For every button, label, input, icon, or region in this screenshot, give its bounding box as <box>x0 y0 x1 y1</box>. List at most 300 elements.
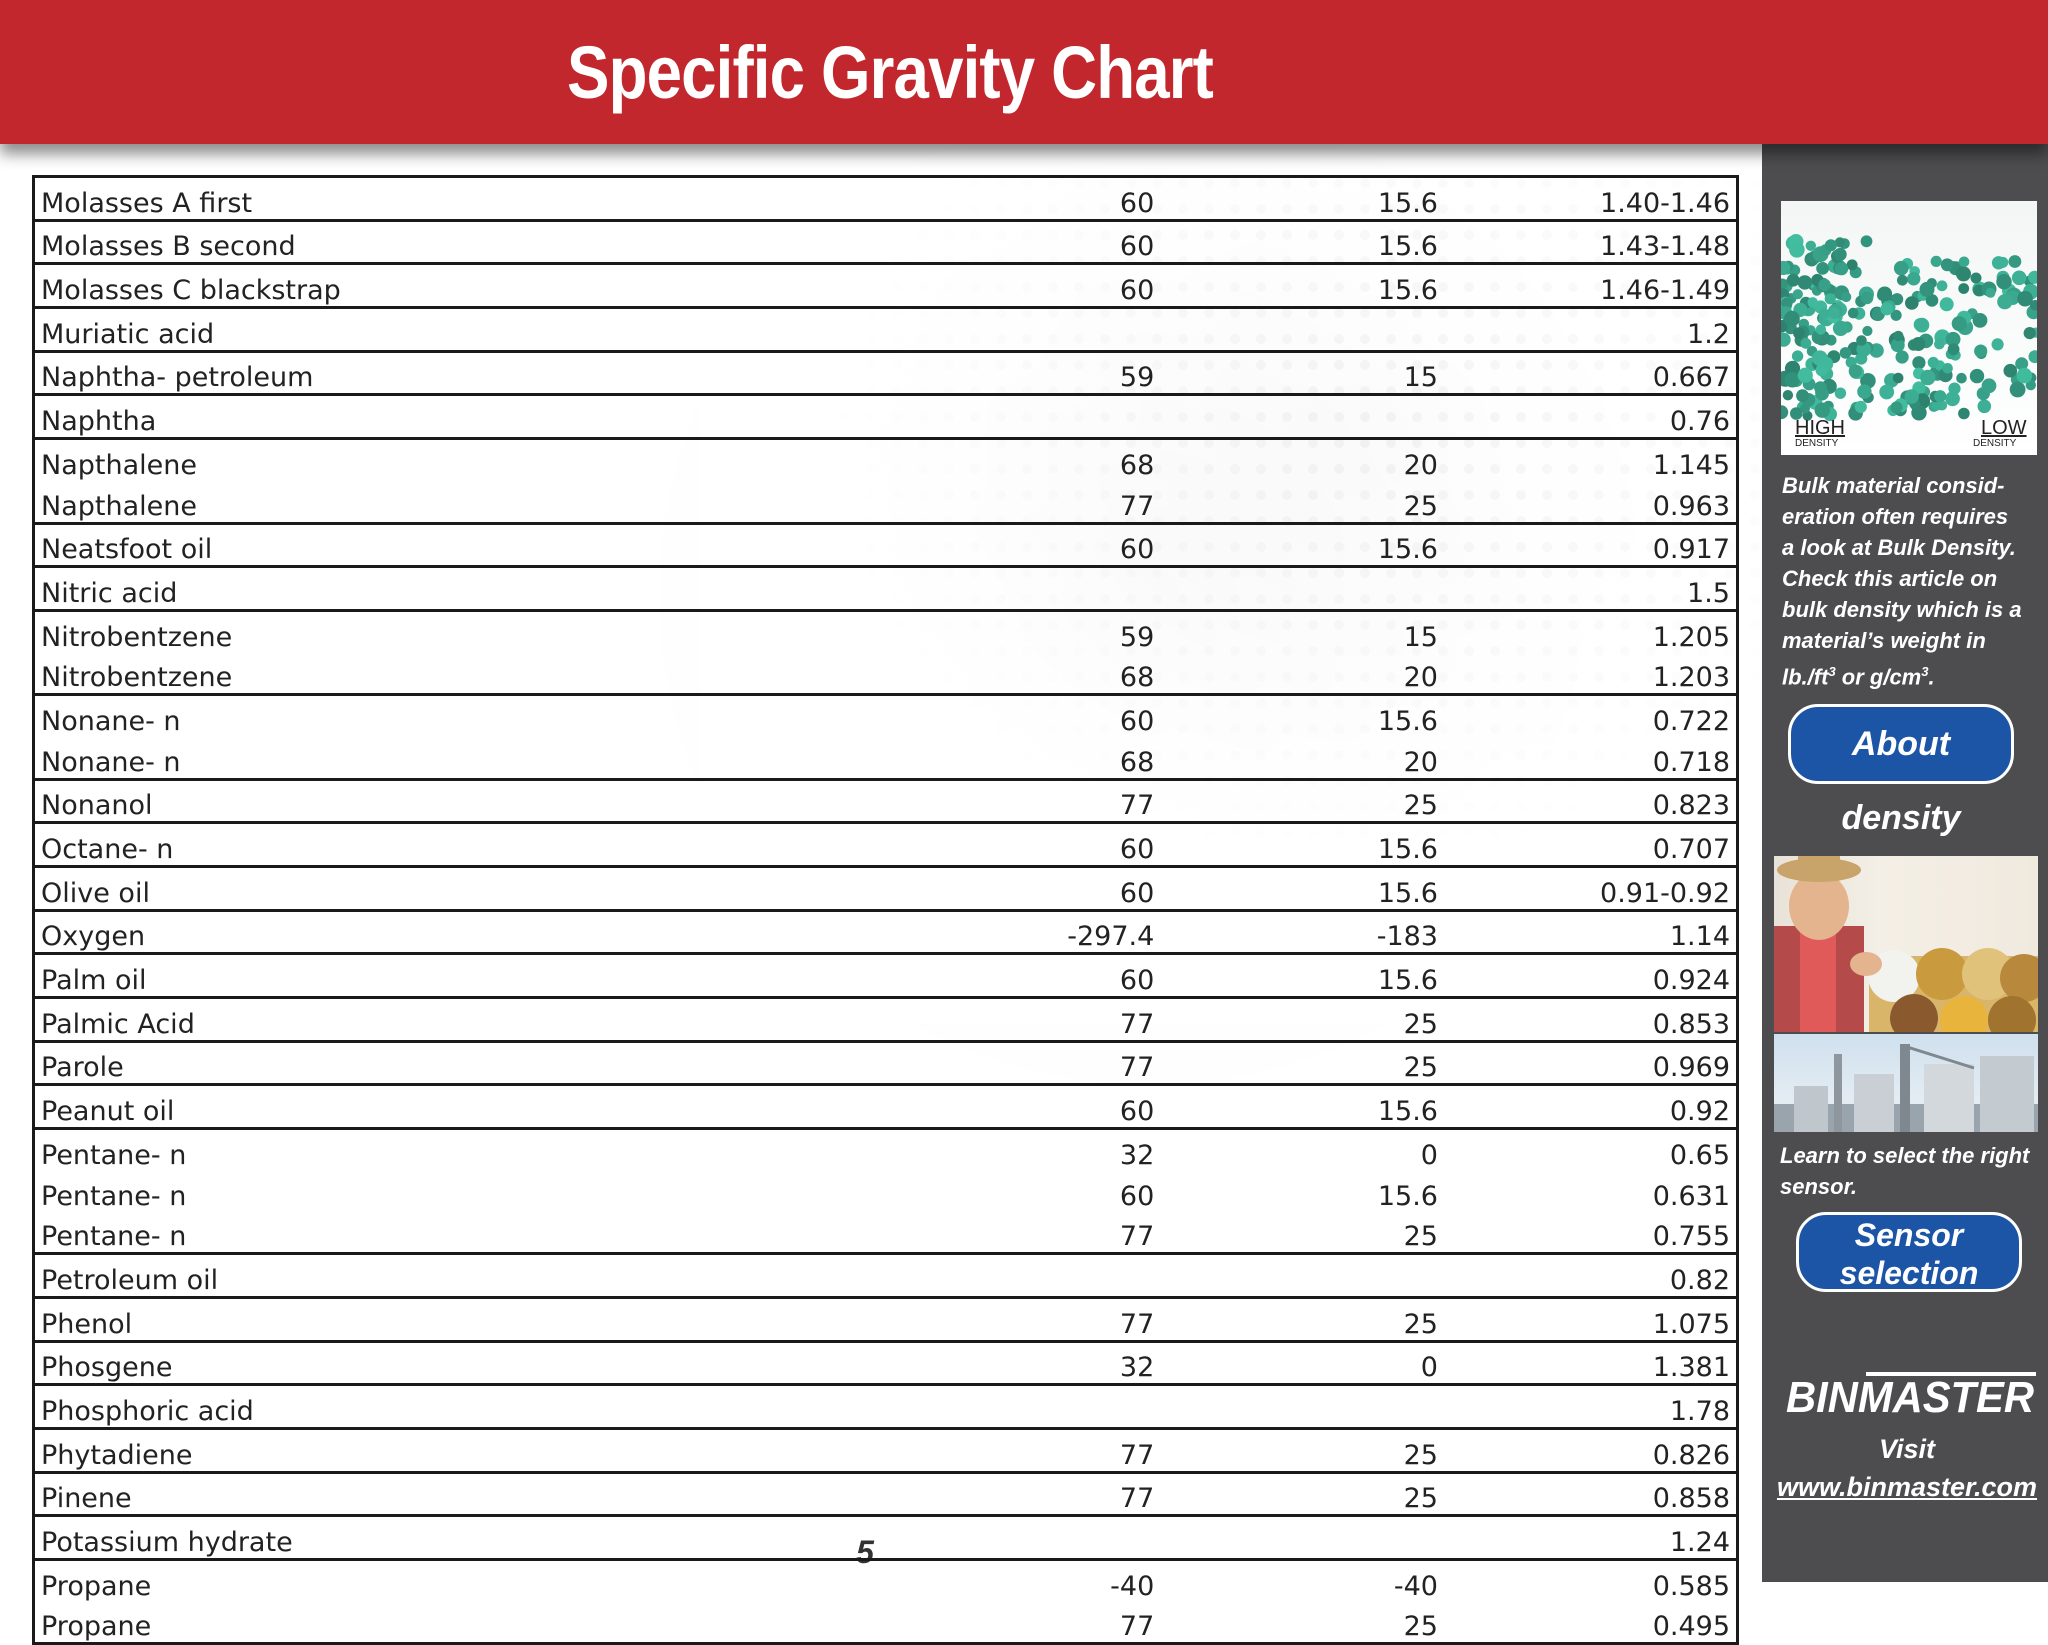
unit-text: lb./ft <box>1782 664 1829 690</box>
specific-gravity-cell: 0.76 <box>1446 395 1738 439</box>
substance-cell: Olive oil <box>34 867 955 911</box>
density-bead <box>1834 248 1847 261</box>
fahrenheit-cell: 60 <box>954 695 1162 737</box>
density-bead <box>1816 324 1826 334</box>
density-bead <box>2004 364 2018 378</box>
density-bead <box>1937 280 1948 291</box>
fahrenheit-cell: 77 <box>954 1297 1162 1341</box>
substance-cell: Propane <box>41 1611 152 1643</box>
celsius-cell: -183 <box>1162 910 1446 954</box>
specific-gravity-cell: 1.2 <box>1446 308 1738 352</box>
specific-gravity-cell: 0.631 <box>1652 1180 1730 1212</box>
table-row <box>34 220 1738 264</box>
table-row <box>34 1472 1738 1516</box>
table-row <box>34 523 1738 567</box>
celsius-cell: 15.6 <box>1377 187 1438 219</box>
unit-text: . <box>1928 664 1935 690</box>
specific-gravity-cell: 0.823 <box>1446 779 1738 823</box>
specific-gravity-cell: 0.858 <box>1446 1472 1738 1516</box>
fahrenheit-cell: 32 <box>954 1341 1162 1385</box>
unit-text: or g/cm <box>1835 664 1922 690</box>
density-bead <box>1915 318 1930 333</box>
density-bead <box>1856 335 1867 346</box>
density-bead <box>1785 372 1800 387</box>
table-row <box>34 481 1738 523</box>
substance-cell: Peanut oil <box>34 1085 955 1129</box>
density-bead <box>2017 368 2033 384</box>
specific-gravity-cell: 0.667 <box>1446 351 1738 395</box>
celsius-cell <box>1162 1516 1446 1560</box>
fahrenheit-cell: 68 <box>954 439 1162 481</box>
density-bead <box>2012 271 2027 286</box>
specific-gravity-table <box>32 175 1739 1645</box>
celsius-cell: 15.6 <box>1162 523 1446 567</box>
specific-gravity-cell: 0.722 <box>1446 695 1738 737</box>
celsius-cell: 20 <box>1403 746 1438 778</box>
substance-cell: Muriatic acid <box>34 308 955 352</box>
table-row <box>34 1602 1738 1644</box>
density-bead <box>1816 262 1829 275</box>
specific-gravity-cell: 1.075 <box>1446 1297 1738 1341</box>
celsius-cell: 0 <box>1162 1341 1446 1385</box>
specific-gravity-cell: 0.585 <box>1446 1560 1738 1602</box>
low-density-label: LOW <box>1981 417 2027 439</box>
density-bead <box>1796 389 1809 402</box>
density-bead <box>1982 378 1997 393</box>
substance-cell: Palm oil <box>34 954 955 998</box>
density-bead <box>1905 389 1919 403</box>
celsius-cell: 15 <box>1162 351 1446 395</box>
substance-cell: Pentane- n <box>41 1221 187 1253</box>
density-bead <box>1896 350 1909 363</box>
density-bead <box>1789 242 1805 258</box>
promo-line: Check this article on <box>1782 566 1998 591</box>
specific-gravity-cell: 1.14 <box>1446 910 1738 954</box>
celsius-cell: 15.6 <box>1162 264 1446 308</box>
density-bead <box>1986 288 1996 298</box>
density-bead <box>1815 403 1830 418</box>
substance-cell: Nonanol <box>34 779 955 823</box>
fahrenheit-cell: 60 <box>954 954 1162 998</box>
farmer-grain-photo <box>1774 856 2038 1032</box>
density-bead <box>1781 333 1791 347</box>
promo-line: Learn to select the right <box>1780 1143 2030 1168</box>
table-row <box>34 653 1738 695</box>
fahrenheit-cell: 59 <box>954 610 1162 652</box>
visit-label: Visit <box>1878 1434 1936 1464</box>
celsius-cell: 25 <box>1162 779 1446 823</box>
density-bead <box>1992 338 2004 350</box>
table-row <box>34 695 1738 737</box>
density-beads-graphic <box>1781 201 2037 455</box>
table-row <box>34 910 1738 954</box>
fahrenheit-cell <box>954 567 1162 611</box>
specific-gravity-cell: 0.92 <box>1446 1085 1738 1129</box>
density-bead <box>1787 274 1800 287</box>
specific-gravity-cell: 0.826 <box>1446 1428 1738 1472</box>
density-bead <box>1920 370 1935 385</box>
substance-cell: Molasses B second <box>34 220 955 264</box>
density-bead <box>1793 289 1803 299</box>
density-bead <box>1798 368 1813 383</box>
substance-cell: Naphtha- petroleum <box>34 351 955 395</box>
density-bead <box>2024 327 2036 339</box>
celsius-cell: 15.6 <box>1162 695 1446 737</box>
fahrenheit-cell: 60 <box>1119 1180 1155 1212</box>
density-bead <box>1934 390 1946 402</box>
specific-gravity-cell: 0.91-0.92 <box>1446 867 1738 911</box>
visit-website <box>1766 1430 2048 1506</box>
superscript: 3 <box>1828 664 1836 679</box>
density-bead <box>1948 343 1960 355</box>
density-bead <box>1907 272 1920 285</box>
density-bead <box>1959 257 1970 268</box>
table-row <box>34 177 1738 221</box>
density-bead <box>1941 258 1954 271</box>
about-density-button[interactable]: About density <box>1788 704 2014 784</box>
substance-cell: Oxygen <box>34 910 955 954</box>
specific-gravity-cell: 1.381 <box>1446 1341 1738 1385</box>
table-row <box>34 610 1738 652</box>
substance-cell: Parole <box>34 1041 955 1085</box>
table-row <box>34 1516 1738 1560</box>
celsius-cell <box>1162 1385 1446 1429</box>
density-bead <box>1890 401 1902 413</box>
density-bead <box>1881 303 1894 316</box>
sensor-selection-button[interactable] <box>1796 1212 2022 1292</box>
density-bead <box>1942 363 1953 374</box>
density-bead <box>1835 388 1846 399</box>
density-bead <box>1798 275 1812 289</box>
density-bead <box>1847 259 1858 270</box>
fahrenheit-cell: 60 <box>954 220 1162 264</box>
density-bead <box>1912 356 1925 369</box>
substance-cell: Molasses C blackstrap <box>34 264 955 308</box>
celsius-cell: 20 <box>1162 439 1446 481</box>
table-row <box>34 779 1738 823</box>
fahrenheit-cell: 60 <box>954 523 1162 567</box>
density-bead <box>1934 339 1945 350</box>
density-bead <box>1819 309 1829 319</box>
celsius-cell: 25 <box>1162 998 1446 1042</box>
fahrenheit-cell: -40 <box>954 1560 1162 1602</box>
density-bead <box>1956 266 1971 281</box>
fahrenheit-cell: 77 <box>1119 1221 1155 1253</box>
fahrenheit-cell: 77 <box>954 998 1162 1042</box>
specific-gravity-cell: 0.707 <box>1446 823 1738 867</box>
density-bead <box>1958 283 1969 294</box>
celsius-cell: 15.6 <box>1162 1085 1446 1129</box>
grain-bins-graphic <box>1774 1034 2038 1132</box>
celsius-cell: 25 <box>1162 1297 1446 1341</box>
substance-cell: Octane- n <box>34 823 955 867</box>
table-row <box>34 1385 1738 1429</box>
density-bead <box>1971 273 1982 284</box>
specific-gravity-cell: 1.203 <box>1652 662 1730 694</box>
high-density-label: HIGH <box>1795 417 1845 439</box>
substance-cell: Molasses A first <box>41 187 253 219</box>
celsius-cell: 15.6 <box>1162 220 1446 264</box>
fahrenheit-cell: 60 <box>954 264 1162 308</box>
fahrenheit-cell: 60 <box>954 867 1162 911</box>
specific-gravity-cell: 0.65 <box>1446 1129 1738 1171</box>
substance-cell: Nitrobentzene <box>34 610 955 652</box>
fahrenheit-cell: -297.4 <box>954 910 1162 954</box>
fahrenheit-cell: 77 <box>1119 490 1155 522</box>
density-bead <box>1862 326 1872 336</box>
fahrenheit-cell: 32 <box>954 1129 1162 1171</box>
density-bead <box>1958 408 1970 420</box>
density-bead <box>1897 275 1908 286</box>
promo-line: bulk density which is a <box>1782 597 2022 622</box>
density-bead <box>2010 382 2026 398</box>
density-bead <box>1814 381 1827 394</box>
promo-line: eration often requires <box>1782 504 2009 529</box>
celsius-cell: 25 <box>1403 490 1438 522</box>
fahrenheit-cell: 59 <box>954 351 1162 395</box>
density-bead <box>2009 255 2022 268</box>
celsius-cell: 15.6 <box>1162 867 1446 911</box>
specific-gravity-cell: 0.969 <box>1446 1041 1738 1085</box>
density-bead <box>1848 308 1859 319</box>
substance-cell: Naphtha <box>34 395 955 439</box>
table-row <box>34 439 1738 481</box>
celsius-cell: 15 <box>1162 610 1446 652</box>
density-bead <box>1893 373 1904 384</box>
density-bead <box>1793 327 1805 339</box>
density-bead <box>1974 345 1987 358</box>
fahrenheit-cell: 77 <box>954 1472 1162 1516</box>
density-bead <box>2029 350 2038 363</box>
table-row <box>34 1129 1738 1171</box>
substance-cell: Potassium hydrate <box>34 1516 955 1560</box>
celsius-cell: 0 <box>1162 1129 1446 1171</box>
density-bead <box>1825 239 1837 251</box>
table-row <box>34 1212 1738 1254</box>
density-bead <box>1893 331 1903 341</box>
celsius-cell: 25 <box>1162 1428 1446 1472</box>
celsius-cell: 25 <box>1403 1611 1438 1643</box>
substance-cell: Neatsfoot oil <box>34 523 955 567</box>
svg-text:BINMASTER: BINMASTER <box>1786 1373 2035 1418</box>
table-row <box>34 1171 1738 1212</box>
density-bead <box>1992 256 2005 269</box>
density-bead <box>1808 297 1818 307</box>
specific-gravity-cell: 0.853 <box>1446 998 1738 1042</box>
celsius-cell <box>1162 308 1446 352</box>
specific-gravity-cell: 1.24 <box>1446 1516 1738 1560</box>
specific-gravity-cell: 0.82 <box>1446 1254 1738 1298</box>
celsius-cell <box>1162 567 1446 611</box>
celsius-cell: 15.6 <box>1162 823 1446 867</box>
density-bead <box>1835 262 1848 275</box>
fahrenheit-cell <box>954 395 1162 439</box>
fahrenheit-cell: 60 <box>1119 187 1155 219</box>
density-bead <box>1792 350 1803 361</box>
density-bead <box>1857 384 1871 398</box>
substance-cell: Phosgene <box>34 1341 955 1385</box>
density-bead <box>1948 383 1960 395</box>
substance-cell: Phenol <box>34 1297 955 1341</box>
table-row <box>34 867 1738 911</box>
button-label-line: selection <box>1839 1255 1979 1291</box>
fahrenheit-cell: 77 <box>954 779 1162 823</box>
density-bead <box>1879 385 1894 400</box>
table-row <box>34 823 1738 867</box>
grain-bins-photo <box>1774 1034 2038 1132</box>
density-bead <box>1855 401 1867 413</box>
density-illustration <box>1781 201 2037 455</box>
density-bead <box>1970 369 1984 383</box>
substance-cell: Palmic Acid <box>34 998 955 1042</box>
density-bead <box>1996 274 2011 289</box>
table-row <box>34 998 1738 1042</box>
celsius-cell: -40 <box>1162 1560 1446 1602</box>
fahrenheit-cell: 60 <box>954 823 1162 867</box>
density-bead <box>1828 307 1840 319</box>
celsius-cell <box>1162 395 1446 439</box>
fahrenheit-cell: 77 <box>954 1041 1162 1085</box>
density-bead <box>2017 291 2033 307</box>
table-row <box>34 1297 1738 1341</box>
density-bead <box>1973 313 1988 328</box>
substance-cell: Pentane- n <box>34 1129 955 1171</box>
density-bead <box>1952 316 1967 331</box>
table-row <box>34 737 1738 779</box>
fahrenheit-cell: 60 <box>954 1085 1162 1129</box>
fahrenheit-cell: 77 <box>954 1428 1162 1472</box>
density-bead <box>1825 293 1836 304</box>
celsius-cell: 25 <box>1403 1221 1438 1253</box>
specific-gravity-cell: 1.145 <box>1446 439 1738 481</box>
density-bead <box>1978 400 1992 414</box>
density-bead <box>1840 347 1852 359</box>
bulk-density-promo-text <box>1782 470 2038 692</box>
density-bead <box>1931 256 1942 267</box>
substance-cell: Nitric acid <box>34 567 955 611</box>
density-bead <box>1861 235 1873 247</box>
substance-cell: Phytadiene <box>34 1428 955 1472</box>
substance-cell: Pentane- n <box>41 1180 187 1212</box>
density-bead <box>1818 279 1830 291</box>
website-link[interactable]: www.binmaster.com <box>1776 1472 2038 1502</box>
low-density-sub: DENSITY <box>1973 438 2017 449</box>
density-bead <box>1894 261 1909 276</box>
substance-cell: Phosphoric acid <box>34 1385 955 1429</box>
table-row <box>34 308 1738 352</box>
specific-gravity-cell: 1.78 <box>1446 1385 1738 1429</box>
table-row <box>34 1560 1738 1602</box>
promo-line: Bulk material consid- <box>1782 473 2005 498</box>
fahrenheit-cell <box>954 308 1162 352</box>
density-bead <box>1781 405 1788 419</box>
celsius-cell: 25 <box>1162 1041 1446 1085</box>
substance-cell: Nonane- n <box>41 746 181 778</box>
celsius-cell: 15.6 <box>1377 1180 1438 1212</box>
density-bead <box>1911 337 1925 351</box>
specific-gravity-cell: 1.205 <box>1446 610 1738 652</box>
promo-line <box>1782 656 2038 692</box>
density-bead <box>1997 294 2012 309</box>
substance-cell: Nitrobentzene <box>41 662 233 694</box>
specific-gravity-cell: 1.5 <box>1446 567 1738 611</box>
page-number: 5 <box>856 1534 874 1570</box>
density-bead <box>1940 297 1954 311</box>
celsius-cell: 25 <box>1162 1472 1446 1516</box>
density-bead <box>1783 390 1793 400</box>
table-row <box>34 567 1738 611</box>
celsius-cell: 20 <box>1403 662 1438 694</box>
density-bead <box>1920 282 1935 297</box>
farmer-grain-graphic <box>1774 856 2038 1032</box>
density-bead <box>1801 338 1812 349</box>
table-row <box>34 351 1738 395</box>
density-bead <box>1905 296 1919 310</box>
promo-line: a look at Bulk Density. <box>1782 535 2016 560</box>
density-bead <box>1820 334 1831 345</box>
density-bead <box>1877 287 1892 302</box>
fahrenheit-cell: 68 <box>1119 662 1155 694</box>
superscript: 3 <box>1921 664 1929 679</box>
specific-gravity-cell: 0.924 <box>1446 954 1738 998</box>
sensor-promo-text <box>1780 1140 2040 1202</box>
binmaster-logo <box>1786 1368 2038 1418</box>
density-bead <box>1849 365 1862 378</box>
density-bead <box>1956 373 1967 384</box>
substance-cell: Napthalene <box>41 490 197 522</box>
table-row <box>34 264 1738 308</box>
fahrenheit-cell <box>954 1516 1162 1560</box>
density-bead <box>1841 292 1851 302</box>
substance-cell: Propane <box>34 1560 955 1602</box>
table-row <box>34 1428 1738 1472</box>
specific-gravity-cell: 1.46-1.49 <box>1446 264 1738 308</box>
fahrenheit-cell: 68 <box>1119 746 1155 778</box>
substance-cell: Nonane- n <box>34 695 955 737</box>
page-title: Specific Gravity Chart <box>566 31 1213 114</box>
specific-gravity-cell: 0.495 <box>1652 1611 1730 1643</box>
specific-gravity-cell: 0.963 <box>1652 490 1730 522</box>
density-bead <box>1816 364 1828 376</box>
density-bead <box>1861 292 1874 305</box>
fahrenheit-cell <box>954 1254 1162 1298</box>
promo-line: sensor. <box>1780 1174 1858 1199</box>
promo-line: material’s weight in <box>1782 628 1986 653</box>
density-bead <box>1784 311 1800 327</box>
specific-gravity-cell: 0.917 <box>1446 523 1738 567</box>
table-row <box>34 1341 1738 1385</box>
celsius-cell: 15.6 <box>1162 954 1446 998</box>
table-row <box>34 1085 1738 1129</box>
high-density-sub: DENSITY <box>1795 438 1839 449</box>
specific-gravity-cell: 1.43-1.48 <box>1446 220 1738 264</box>
specific-gravity-cell: 0.755 <box>1652 1221 1730 1253</box>
celsius-cell <box>1162 1254 1446 1298</box>
substance-cell: Napthalene <box>34 439 955 481</box>
specific-gravity-cell: 1.40-1.46 <box>1600 187 1730 219</box>
table-row <box>34 1041 1738 1085</box>
density-bead <box>1928 357 1939 368</box>
button-label-line: Sensor <box>1854 1217 1964 1253</box>
table-row <box>34 1254 1738 1298</box>
substance-cell: Pinene <box>34 1472 955 1516</box>
table-row <box>34 954 1738 998</box>
substance-cell: Petroleum oil <box>34 1254 955 1298</box>
fahrenheit-cell: 77 <box>1119 1611 1155 1643</box>
specific-gravity-cell: 0.718 <box>1652 746 1730 778</box>
fahrenheit-cell <box>954 1385 1162 1429</box>
table-row <box>34 395 1738 439</box>
